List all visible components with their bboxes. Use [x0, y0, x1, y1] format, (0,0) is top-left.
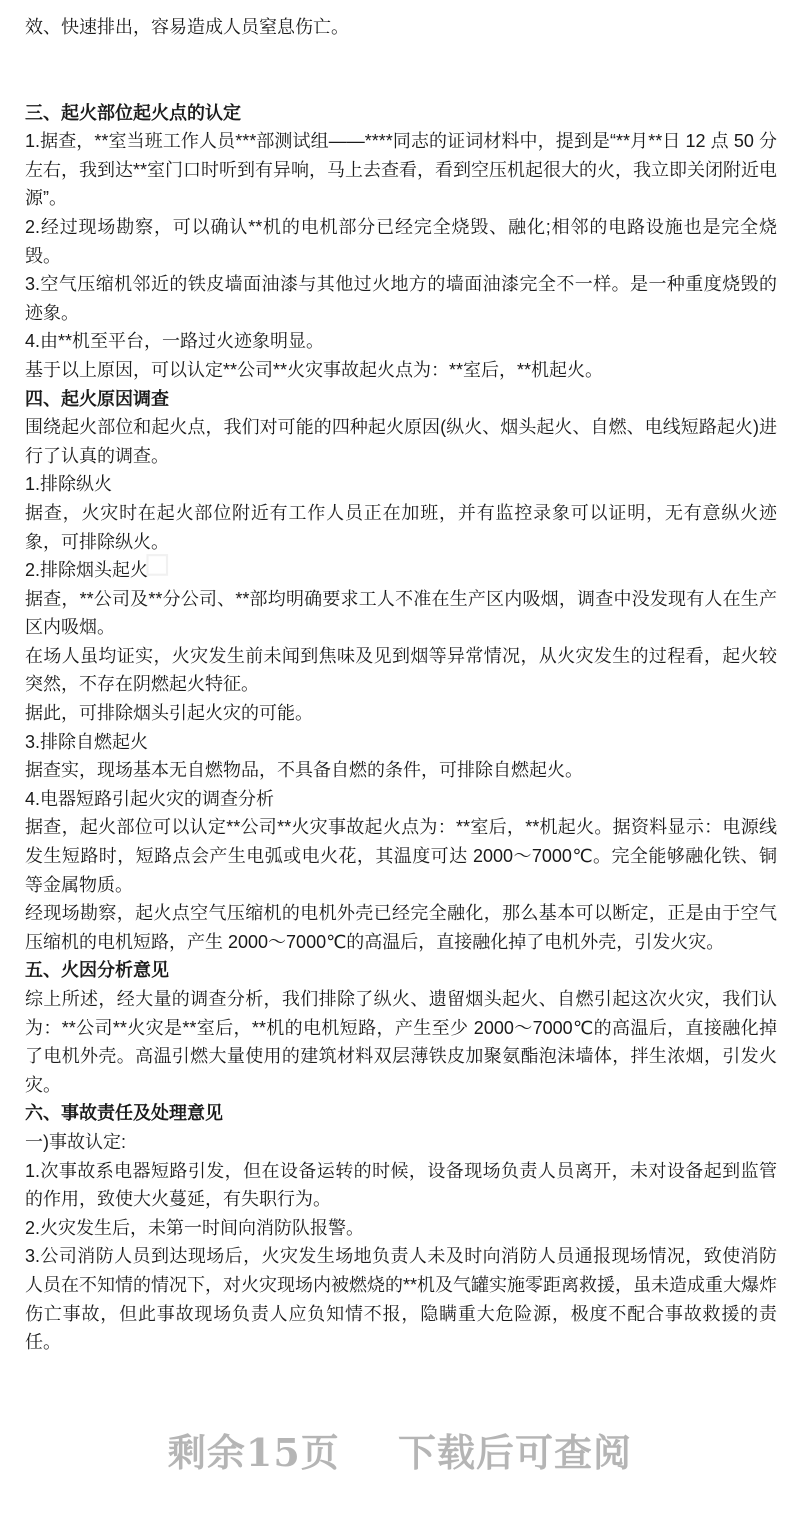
paragraph: 1.排除纵火 — [25, 474, 113, 495]
document-body — [25, 0, 777, 1357]
paragraph: 据查实，现场基本无自燃物品，不具备自燃的条件，可排除自燃起火。 — [25, 760, 583, 781]
paragraph: 4.电器短路引起火灾的调查分析 — [25, 788, 275, 809]
paragraph: 3.排除自燃起火 — [25, 731, 149, 752]
paragraph: 3.空气压缩机邻近的铁皮墙面油漆与其他过火地方的墙面油漆完全不一样。是一种重度烧毁的迹象。 — [25, 274, 777, 323]
paragraph: 据查，火灾时在起火部位附近有工作人员正在加班，并有监控录象可以证明，无有意纵火迹象，可排除纵火。 — [25, 502, 777, 552]
download-label[interactable]: 下载后可查阅 — [398, 1430, 633, 1475]
paragraph: 在场人虽均证实，火灾发生前未闻到焦味及见到烟等异常情况，从火灾发生的过程看，起火较突然，不存在阴燃起火特征。 — [25, 645, 777, 695]
paragraph: 据查，起火部位可以认定**公司**火灾事故起火点为：**室后，**机起火。据资料显示：电源线发生短路时，短路点会产生电弧或电火花，其温度可达 2000～7000℃。完全能够融化铁、铜等金属物质。 — [25, 817, 777, 895]
paragraph: 1.据查，**室当班工作人员***部测试组——****同志的证词材料中，提到是“**月**日 12 点 50 分左右，我到达**室门口时听到有异响，马上去查看，看到空压机起很大的火，我立即关闭附近电源”。 — [25, 131, 778, 209]
paragraph: 4.由**机至平台，一路过火迹象明显。 — [25, 331, 325, 352]
paragraph: 据查，**公司及**分公司、**部均明确要求工人不准在生产区内吸烟，调查中没发现有人在生产区内吸烟。 — [25, 588, 777, 638]
section-heading: 四、起火原因调查 — [25, 388, 169, 409]
watermark: ◇ — [128, 536, 182, 590]
remaining-pages-label: 剩余15页 — [167, 1430, 340, 1475]
sections — [25, 99, 777, 1357]
paragraph: 据此，可排除烟头引起火灾的可能。 — [25, 703, 313, 724]
paragraph: 基于以上原因，可以认定**公司**火灾事故起火点为：**室后，**机起火。 — [25, 359, 604, 380]
paragraph: 3.公司消防人员到达现场后，火灾发生场地负责人未及时向消防人员通报现场情况，致使消防人员在不知情的情况下，对火灾现场内被燃烧的**机及气罐实施零距离救援，虽未造成重大爆炸伤亡事故，但此事故现场负责人应负知情不报，隐瞒重大危险源，极度不配合事故救援的责任。 — [25, 1246, 778, 1353]
paragraph: 围绕起火部位和起火点，我们对可能的四种起火原因(纵火、烟头起火、自燃、电线短路起火)进行了认真的调查。 — [25, 417, 777, 466]
paragraph: 2.经过现场勘察，可以确认**机的电机部分已经完全烧毁、融化;相邻的电路设施也是完全烧毁。 — [25, 216, 777, 266]
section-heading: 五、火因分析意见 — [25, 960, 169, 981]
paragraph: 2.排除烟头起火 — [25, 560, 149, 581]
paragraph: 效、快速排出，容易造成人员窒息伤亡。 — [25, 17, 349, 37]
section-heading: 六、事故责任及处理意见 — [25, 1103, 223, 1124]
download-prompt[interactable] — [0, 1422, 800, 1477]
paragraph: 1.次事故系电器短路引发，但在设备运转的时候，设备现场负责人员离开，未对设备起到监管的作用，致使大火蔓延，有失职行为。 — [25, 1160, 777, 1210]
section-heading: 三、起火部位起火点的认定 — [25, 102, 241, 123]
paragraph: 一)事故认定: — [25, 1131, 126, 1152]
paragraph: 2.火灾发生后，未第一时间向消防队报警。 — [25, 1217, 365, 1238]
cut-off-line — [25, 0, 777, 13]
paragraph: 经现场勘察，起火点空气压缩机的电机外壳已经完全融化，那么基本可以断定，正是由于空气压缩机的电机短路，产生 2000～7000℃的高温后，直接融化掉了电机外壳，引发火灾。 — [25, 903, 777, 952]
paragraph: 综上所述，经大量的调查分析，我们排除了纵火、遗留烟头起火、自燃引起这次火灾，我们认为：**公司**火灾是**室后，**机的电机短路，产生至少 2000～7000℃的高温后，直接融化掉了电机外壳。高温引燃大量使用的建筑材料双层薄铁皮加聚氨酯泡沫墙体，拌生浓烟，引发火灾。 — [25, 989, 777, 1095]
